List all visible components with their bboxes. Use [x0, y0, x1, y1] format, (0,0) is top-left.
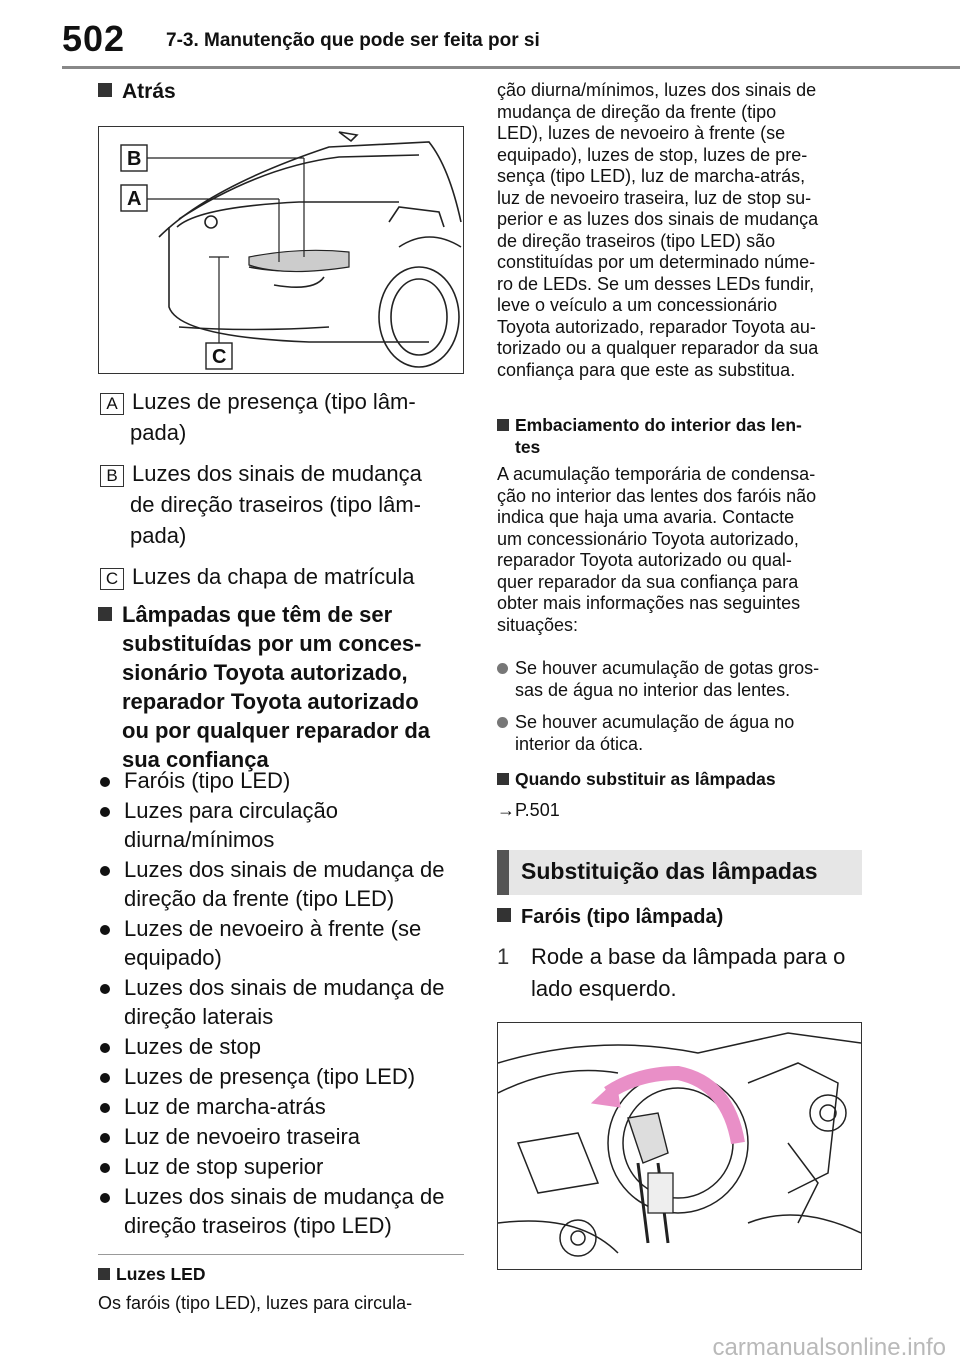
- legend-a-cont: pada): [130, 420, 187, 445]
- figure-label-a: A: [127, 188, 142, 210]
- section-title: 7-3. Manutenção que pode ser feita por si: [166, 30, 540, 51]
- list-item: Luz de stop superior: [100, 1152, 470, 1181]
- header-rule: [62, 66, 960, 69]
- dealer-lamp-list: [100, 766, 470, 1240]
- square-bullet-icon: [497, 419, 509, 431]
- heading-back: Atrás: [98, 80, 176, 104]
- legend-c: C Luzes da chapa de matrícula: [100, 561, 415, 592]
- square-bullet-icon: [98, 1268, 110, 1280]
- list-item: Luzes de stop: [100, 1032, 470, 1061]
- page-reference-link[interactable]: →P.501: [497, 800, 560, 820]
- square-bullet-icon: [98, 607, 112, 621]
- rear-car-illustration: [99, 127, 463, 373]
- figure-label-b: B: [127, 148, 142, 170]
- list-item: Faróis (tipo LED): [100, 766, 470, 795]
- square-bullet-icon: [497, 773, 509, 785]
- heading-headlight: Faróis (tipo lâmpada): [497, 906, 723, 929]
- section-bar-title: Substituição das lâmpadas: [497, 850, 862, 895]
- headlight-illustration: [498, 1023, 861, 1269]
- headlight-figure: [497, 1022, 862, 1270]
- heading-dealer-lamps: Lâmpadas que têm de ser substituídas por um conces- sionário Toyota autorizado, reparador Toyota autorizado ou por qualquer reparador da sua confiança: [98, 600, 468, 774]
- heading-fog: Embaciamento do interior das len- tes: [497, 414, 802, 458]
- page-number: 502: [62, 18, 126, 59]
- fog-bullet-1: Se houver acumulação de gotas gros- sas de água no interior das lentes.: [497, 658, 872, 701]
- list-item: Luz de marcha-atrás: [100, 1092, 470, 1121]
- list-item: Luzes para circulação diurna/mínimos: [100, 796, 470, 854]
- legend-b-cont2: pada): [130, 523, 187, 548]
- square-bullet-icon: [98, 83, 112, 97]
- list-item: Luz de nevoeiro traseira: [100, 1122, 470, 1151]
- heading-led: Luzes LED: [98, 1263, 205, 1285]
- list-item: Luzes dos sinais de mudança de direção da frente (tipo LED): [100, 855, 470, 913]
- rear-car-figure: [98, 126, 464, 374]
- fog-text: A acumulação temporária de condensa- ção no interior das lentes dos faróis não indica que haja uma avaria. Contacte um concessionário Toyota autorizado, reparador Toyota autorizado ou qual- quer reparador da sua confiança para obter mais informações nas seguintes situações:: [497, 464, 817, 635]
- figure-label-c: C: [212, 346, 227, 368]
- list-item: Luzes de nevoeiro à frente (se equipado): [100, 914, 470, 972]
- square-bullet-icon: [497, 908, 511, 922]
- fog-bullet-2: Se houver acumulação de água no interior da ótica.: [497, 712, 872, 755]
- divider: [98, 1254, 464, 1255]
- legend-b: B Luzes dos sinais de mudança: [100, 458, 422, 489]
- legend-a: A Luzes de presença (tipo lâm-: [100, 386, 416, 417]
- step-1: 1 Rode a base da lâmpada para o lado esquerdo.: [497, 944, 846, 1001]
- list-item: Luzes de presença (tipo LED): [100, 1062, 470, 1091]
- led-text: Os faróis (tipo LED), luzes para circula-: [98, 1293, 413, 1313]
- legend-b-cont: de direção traseiros (tipo lâm-: [130, 492, 422, 517]
- led-text-cont: ção diurna/mínimos, luzes dos sinais de mudança de direção da frente (tipo LED), luzes de nevoeiro à frente (se equipado), luzes de stop, luzes de pre- sença (tipo LED), luz de marcha-atrás, luz de nevoeiro traseira, luz de stop su- perior e as luzes dos sinais de mudança de direção traseiros (tipo LED) são constituídas por um determinado núme- ro de LEDs. Se um desses LEDs fundir, leve o veículo a um concessionário Toyota autorizado, reparador Toyota au- torizado ou a qualquer reparador da sua confiança para que este as substitua.: [497, 80, 819, 380]
- watermark: carmanualsonline.info: [712, 1334, 946, 1361]
- list-item: Luzes dos sinais de mudança de direção traseiros (tipo LED): [100, 1182, 470, 1240]
- list-item: Luzes dos sinais de mudança de direção laterais: [100, 973, 470, 1031]
- heading-when-replace: Quando substituir as lâmpadas: [497, 768, 776, 790]
